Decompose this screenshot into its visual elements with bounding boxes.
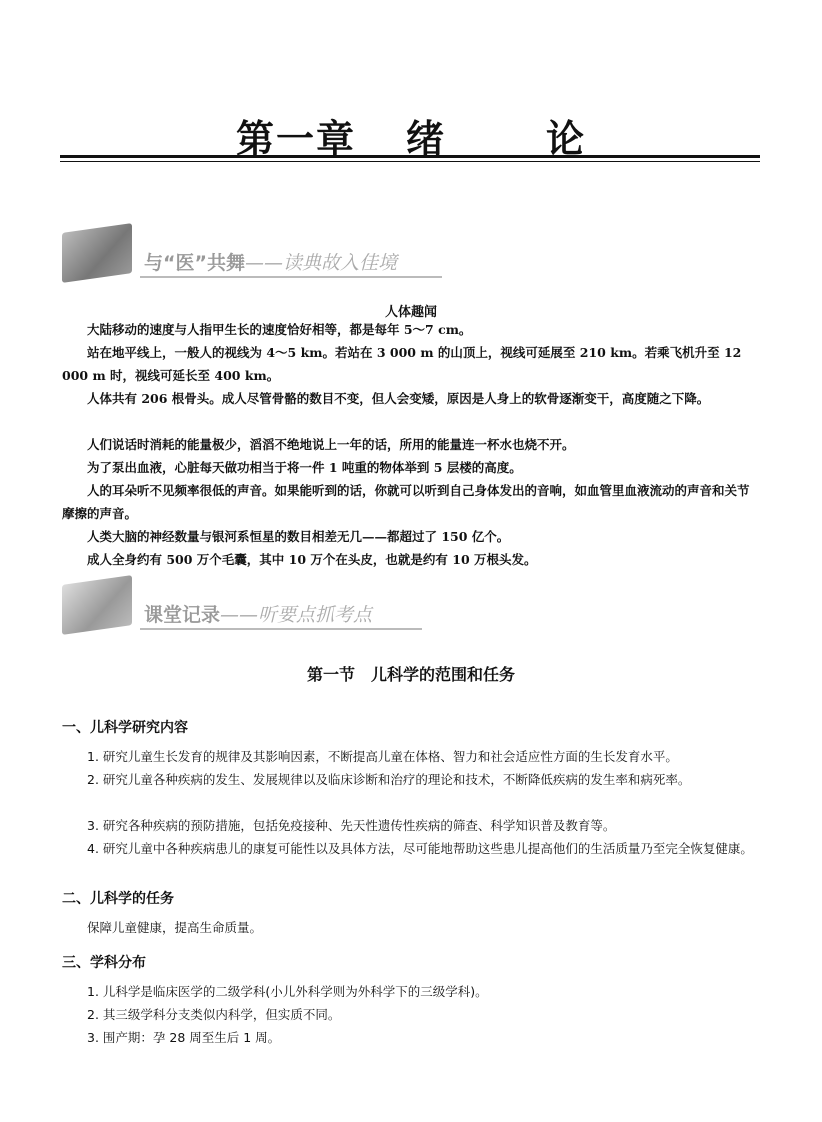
banner-subtitle: ——听要点抓考点	[220, 604, 373, 626]
story-paragraph: 人体共有 206 根骨头。成人尽管骨骼的数目不变，但人会变矮，原因是人身上的软骨逐渐变干，高度随之下降。	[87, 391, 710, 406]
section-title: 第一节 儿科学的范围和任务	[306, 665, 515, 684]
story-paragraph: 站在地平线上，一般人的视线为 4～5 km。若站在 3 000 m 的山顶上，视线可延展至 210 km。若乘飞机升至 12 000 m 时，视线可延长至 400 km。	[62, 345, 742, 383]
list-item: 2. 其三级学科分支类似内科学，但实质不同。	[87, 1007, 341, 1022]
notebook-icon	[62, 575, 132, 635]
banner-reading	[62, 228, 442, 280]
banner-title: 课堂记录	[144, 604, 221, 626]
story-title: 人体趣闻	[384, 305, 437, 320]
story-paragraph: 人类大脑的神经数量与银河系恒星的数目相差无几——都超过了 150 亿个。	[87, 529, 510, 544]
paragraph: 保障儿童健康，提高生命质量。	[87, 920, 263, 935]
list-item: 1. 研究儿童生长发育的规律及其影响因素，不断提高儿童在体格、智力和社会适应性方面的生长发育水平。	[87, 749, 678, 764]
title-char: 论	[546, 117, 587, 161]
story-paragraph: 成人全身约有 500 万个毛囊，其中 10 万个在头皮，也就是约有 10 万根头发。	[87, 552, 537, 567]
banner-class-notes	[62, 580, 422, 632]
story-paragraph: 大陆移动的速度与人指甲生长的速度恰好相等，都是每年 5～7 cm。	[87, 322, 472, 337]
list-item: 3. 围产期：孕 28 周至生后 1 周。	[87, 1030, 281, 1045]
list-item: 3. 研究各种疾病的预防措施，包括免疫接种、先天性遗传性疾病的筛查、科学知识普及教育等。	[87, 818, 616, 833]
banner-title: 与“医”共舞	[144, 252, 245, 274]
story-paragraph: 为了泵出血液，心脏每天做功相当于将一件 1 吨重的物体举到 5 层楼的高度。	[87, 460, 522, 475]
divider	[60, 161, 760, 162]
chapter-number: 第一章	[235, 117, 356, 161]
divider	[60, 155, 760, 158]
list-item: 1. 儿科学是临床医学的二级学科(小儿外科学则为外科学下的三级学科)。	[87, 984, 488, 999]
heading: 一、儿科学研究内容	[62, 720, 188, 736]
list-item: 4. 研究儿童中各种疾病患儿的康复可能性以及具体方法，尽可能地帮助这些患儿提高他们的生活质量乃至完全恢复健康。	[87, 841, 753, 856]
heading: 二、儿科学的任务	[62, 891, 174, 907]
book-icon	[62, 223, 132, 283]
story-paragraph: 人的耳朵听不见频率很低的声音。如果能听到的话，你就可以听到自己身体发出的音响，如血管里血液流动的声音和关节摩擦的声音。	[62, 483, 750, 521]
list-item: 2. 研究儿童各种疾病的发生、发展规律以及临床诊断和治疗的理论和技术，不断降低疾病的发生率和病死率。	[87, 772, 691, 787]
banner-subtitle: ——读典故入佳境	[244, 252, 397, 274]
story-paragraph: 人们说话时消耗的能量极少，滔滔不绝地说上一年的话，所用的能量连一杯水也烧不开。	[87, 437, 575, 452]
title-char: 绪	[405, 117, 446, 161]
heading: 三、学科分布	[62, 955, 146, 971]
